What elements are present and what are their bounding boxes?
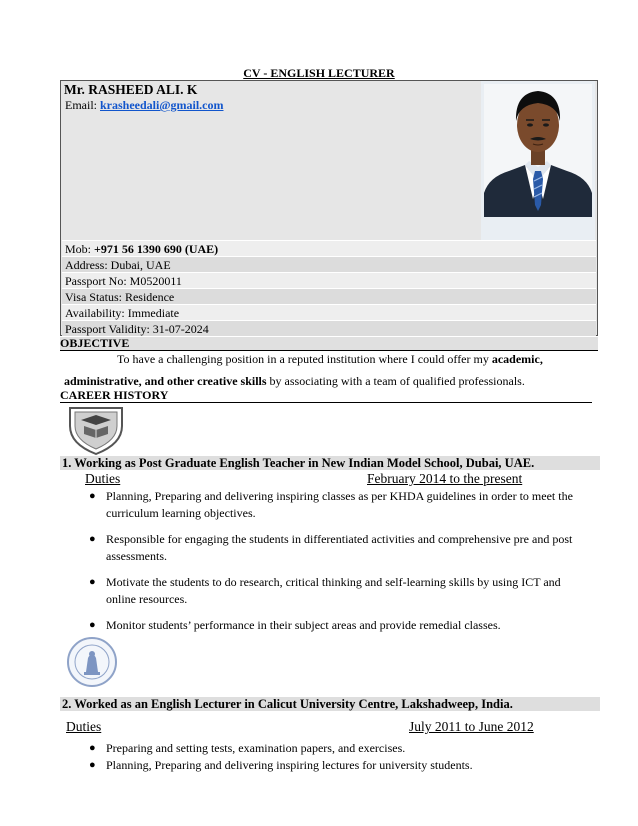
document-title: CV - ENGLISH LECTURER	[243, 66, 395, 80]
address-row: Address: Dubai, UAE	[62, 256, 596, 272]
list-item: ● Planning, Preparing and delivering inspiring lectures for university students.	[89, 758, 473, 772]
job-1-bullet-3: Motivate the students to do research, critical thinking and self-learning skills by using ICT and online resources.	[106, 575, 561, 606]
email-row	[62, 98, 480, 240]
email-link[interactable]: krasheedali@gmail.com	[100, 98, 224, 112]
profile-photo-image	[481, 81, 595, 240]
job-1-bullet-2: Responsible for engaging the students in differentiated activities and comprehensive pre and post assessments.	[106, 532, 573, 563]
objective-text-part1: To have a challenging position in a reputed institution where I could offer my	[117, 352, 492, 366]
mobile-number: +971 56 1390 690 (UAE)	[94, 242, 219, 256]
profile-photo	[481, 81, 595, 240]
job-1-duties-list	[89, 488, 586, 634]
job-2-period: July 2011 to June 2012	[409, 719, 534, 734]
job-2-duties-list	[89, 740, 586, 774]
objective-text-bold1: academic,	[491, 352, 543, 366]
job-1-bullet-4: Monitor students’ performance in their subject areas and provide remedial classes.	[106, 618, 501, 632]
list-item: ● Responsible for engaging the students in differentiated activities and comprehensive pre and post assessments.	[89, 532, 573, 563]
list-item: ● Planning, Preparing and delivering inspiring classes as per KHDA guidelines in order to meet the curriculum learning objectives.	[89, 489, 573, 520]
career-history-heading: CAREER HISTORY	[60, 389, 592, 403]
school-emblem-logo	[66, 404, 126, 461]
list-item: ● Motivate the students to do research, critical thinking and self-learning skills by using ICT and online resources.	[89, 575, 561, 606]
objective-heading: OBJECTIVE	[60, 337, 598, 351]
job-2-title: 2. Worked as an English Lecturer in Calicut University Centre, Lakshadweep, India.	[60, 697, 600, 711]
passport-validity-row: Passport Validity: 31-07-2024	[62, 320, 596, 336]
job-2-bullet-1: Preparing and setting tests, examination papers, and exercises.	[106, 741, 406, 755]
job-2-duties-label: Duties	[66, 719, 102, 734]
mobile-row	[62, 240, 596, 256]
objective-text-part2: by associating with a team of qualified professionals.	[266, 374, 525, 388]
university-seal-logo	[66, 636, 118, 693]
availability-row: Availability: Immediate	[62, 304, 596, 320]
job-1-period: February 2014 to the present	[367, 471, 523, 486]
visa-row: Visa Status: Residence	[62, 288, 596, 304]
email-label: Email:	[65, 98, 100, 112]
mobile-label: Mob:	[65, 242, 95, 256]
list-item: ● Preparing and setting tests, examination papers, and exercises.	[89, 741, 406, 755]
job-1-bullet-1: Planning, Preparing and delivering inspiring classes as per KHDA guidelines in order to meet the curriculum learning objectives.	[106, 489, 573, 520]
list-item: ● Monitor students’ performance in their subject areas and provide remedial classes.	[89, 618, 501, 632]
passport-row: Passport No: M0520011	[62, 272, 596, 288]
job-1-title: 1. Working as Post Graduate English Teacher in New Indian Model School, Dubai, UAE.	[60, 456, 600, 470]
candidate-name: Mr. RASHEED ALI. K	[62, 81, 482, 98]
objective-text-line1	[117, 351, 597, 368]
job-2-bullet-2: Planning, Preparing and delivering inspiring lectures for university students.	[106, 758, 473, 772]
objective-text-bold2: administrative, and other creative skills	[64, 374, 267, 388]
job-1-duties-label: Duties	[85, 471, 121, 486]
